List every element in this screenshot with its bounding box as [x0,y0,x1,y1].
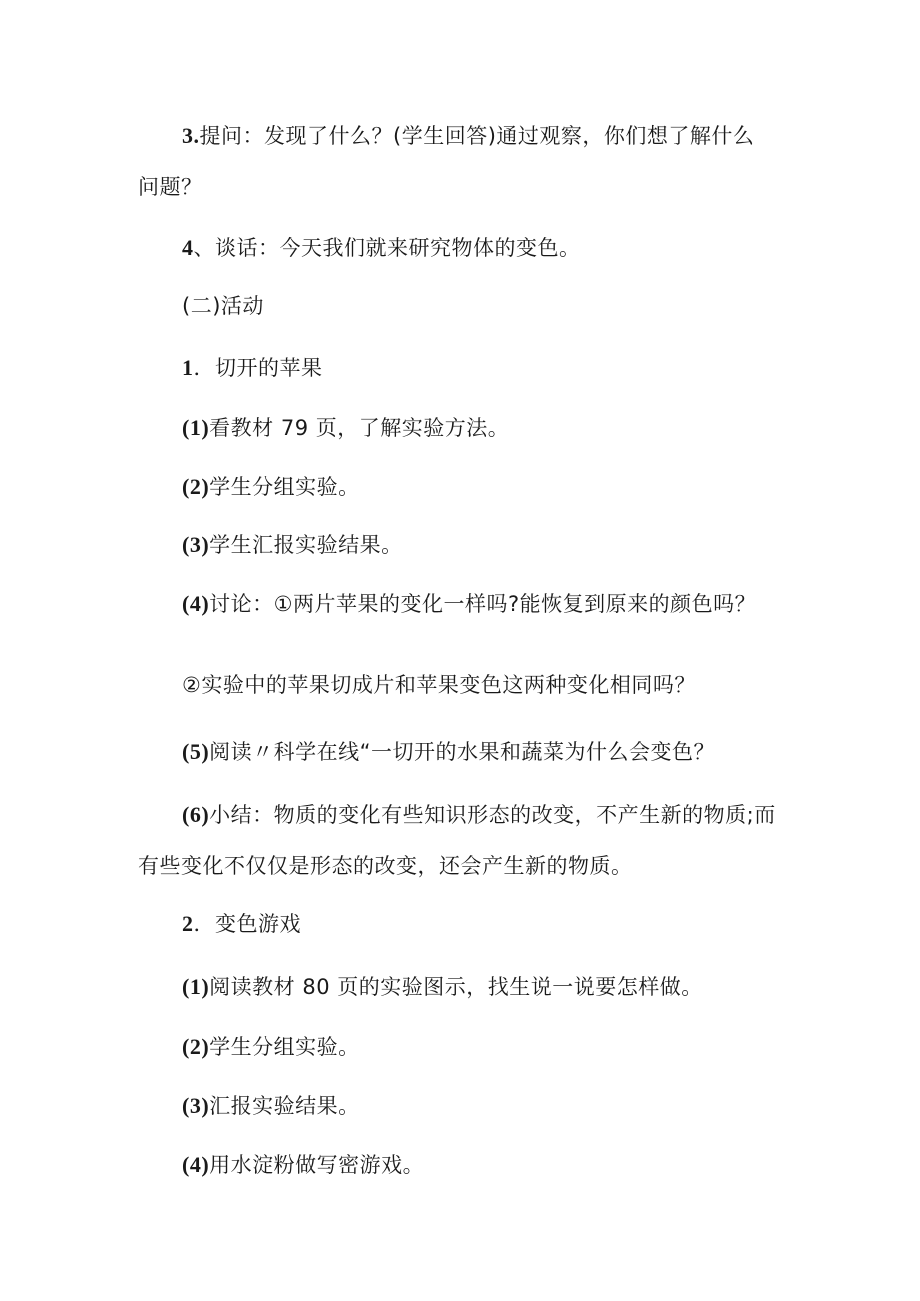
subheading-cut-apple [182,354,323,382]
line-text: 学生分组实验。 [209,1035,360,1059]
line-text: 阅读教材 80 页的实验图示，找生说一说要怎样做。 [209,975,703,999]
line-number: (3) [182,1093,210,1118]
line-number: 3. [182,123,200,148]
section-heading-activity [182,292,264,320]
line-text: 用水淀粉做写密游戏。 [209,1153,425,1177]
line-text: 阅读〃科学在线“一切开的水果和蔬菜为什么会变色？ [209,740,716,764]
line-number: (2) [182,1034,210,1059]
step-1-6 [182,801,776,829]
step-1-5 [182,738,715,766]
line-question-3-cont [138,173,203,201]
line-text: (二)活动 [182,294,264,318]
line-number: (4) [182,591,210,616]
line-question-3 [182,122,754,150]
line-number: 1 [182,355,194,380]
step-2-1 [182,973,703,1001]
line-number: (2) [182,474,210,499]
line-number: (1) [182,415,210,440]
step-1-4 [182,590,756,618]
line-number: (3) [182,532,210,557]
line-text: 学生汇报实验结果。 [209,533,403,557]
step-1-1 [182,414,509,442]
step-1-6-cont [138,852,633,880]
line-text: ．变色游戏 [193,912,301,936]
subheading-color-game [182,910,301,938]
line-number: 2 [182,911,194,936]
step-1-3 [182,531,403,559]
line-text: 问题？ [138,175,203,199]
step-2-2 [182,1033,360,1061]
line-text: ．切开的苹果 [193,356,323,380]
line-talk-4 [182,234,581,262]
step-1-4-sub [182,671,696,699]
line-text: 、谈话：今天我们就来研究物体的变色。 [193,236,581,260]
line-text: 学生分组实验。 [209,475,360,499]
line-number: 4 [182,235,194,260]
line-text: 有些变化不仅仅是形态的改变，还会产生新的物质。 [138,854,633,878]
line-number: (5) [182,739,210,764]
step-1-2 [182,473,360,501]
line-text: 小结：物质的变化有些知识形态的改变，不产生新的物质;而 [209,803,776,827]
line-number: (6) [182,802,210,827]
line-text: 讨论：①两片苹果的变化一样吗?能恢复到原来的颜色吗？ [209,592,757,616]
line-text: ②实验中的苹果切成片和苹果变色这两种变化相同吗？ [182,673,696,697]
line-number: (1) [182,974,210,999]
line-text: 提问：发现了什么？(学生回答)通过观察，你们想了解什么 [199,124,755,148]
line-text: 看教材 79 页，了解实验方法。 [209,416,510,440]
line-number: (4) [182,1152,210,1177]
line-text: 汇报实验结果。 [209,1094,360,1118]
step-2-4 [182,1151,424,1179]
step-2-3 [182,1092,360,1120]
